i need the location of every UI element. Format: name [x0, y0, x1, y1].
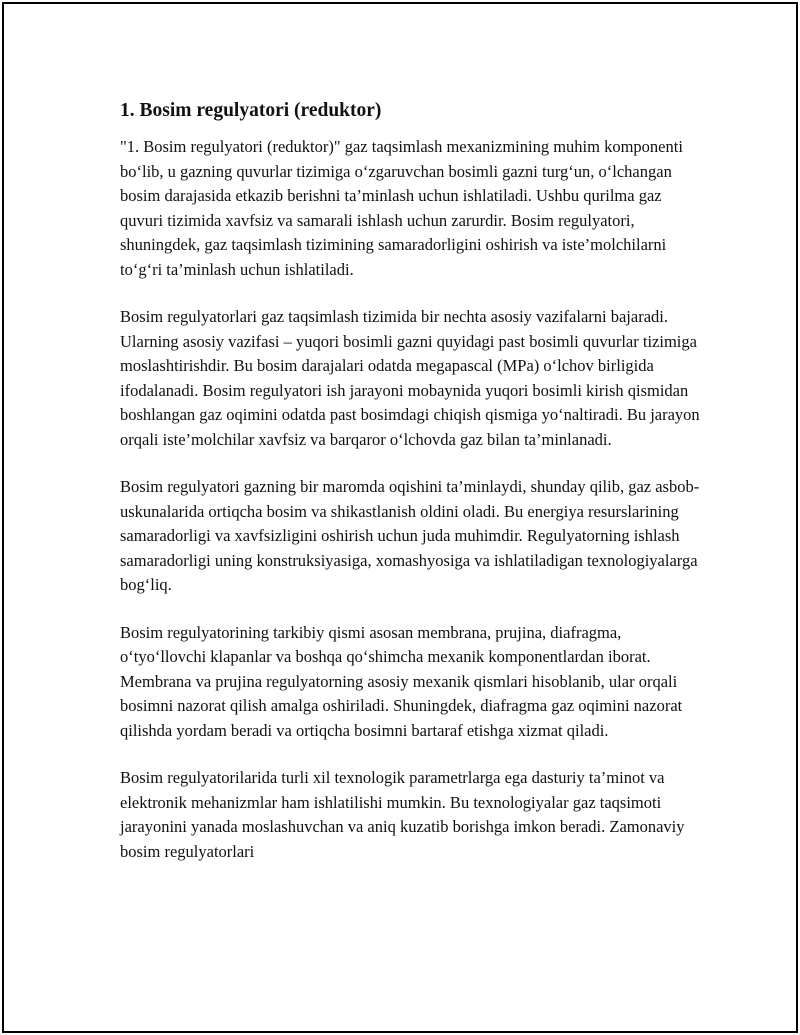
document-content [120, 97, 700, 887]
document-page [2, 2, 798, 1033]
paragraph-5: Bosim regulyatorilarida turli xil texnologik parametrlarga ega dasturiy ta’minot va elektronik mehanizmlar ham ishlatilishi mumkin. Bu texnologiyalar gaz taqsimoti jarayonini yanada moslashuvchan va aniq kuzatib borishga imkon beradi. Zamonaviy bosim regulyatorlari [120, 768, 685, 861]
paragraph-1: "1. Bosim regulyatori (reduktor)" gaz taqsimlash mexanizmining muhim komponenti bo‘lib, u gazning quvurlar tizimiga o‘zgaruvchan bosimli gazni turg‘un, o‘lchangan bosim darajasida etkazib berishni ta’minlash uchun ishlatiladi. Ushbu qurilma gaz quvuri tizimida xavfsiz va samarali ishlash uchun zarurdir. Bosim regulyatori, shuningdek, gaz taqsimlash tizimining samaradorligini oshirish va iste’molchilarni to‘g‘ri ta’minlash uchun ishlatiladi. [120, 137, 683, 279]
paragraph-3: Bosim regulyatori gazning bir maromda oqishini ta’minlaydi, shunday qilib, gaz asbob-uskunalarida ortiqcha bosim va shikastlanish oldini oladi. Bu energiya resurslarining samaradorligi va xavfsizligini oshirish uchun juda muhimdir. Regulyatorning ishlash samaradorligi uning konstruksiyasiga, xomashyosiga va ishlatiladigan texnologiyalarga bog‘liq. [120, 477, 700, 594]
section-heading: 1. Bosim regulyatori (reduktor) [120, 100, 382, 121]
paragraph-4: Bosim regulyatorining tarkibiy qismi asosan membrana, prujina, diafragma, o‘tyo‘llovchi klapanlar va boshqa qo‘shimcha mexanik komponentlardan iborat. Membrana va prujina regulyatorning asosiy mexanik qismlari hisoblanib, ular orqali bosimni nazorat qilish amalga oshiriladi. Shuningdek, diafragma gaz oqimini nazorat qilishda yordam beradi va ortiqcha bosimni bartaraf etishga xizmat qiladi. [120, 622, 683, 740]
paragraph-2: Bosim regulyatorlari gaz taqsimlash tizimida bir nechta asosiy vazifalarni bajaradi. Ularning asosiy vazifasi – yuqori bosimli gazni quyidagi past bosimli quvurlar tizimiga moslashtirishdir. Bu bosim darajalari odatda megapascal (MPa) o‘lchov birligida ifodalanadi. Bosim regulyatori ish jarayoni mobaynida yuqori bosimli kirish qismidan boshlangan gaz oqimini odatda past bosimdagi chiqish qismiga yo‘naltiradi. Bu jarayon orqali iste’molchilar xavfsiz va barqaror o‘lchovda gaz bilan ta’minlanadi. [120, 307, 700, 449]
